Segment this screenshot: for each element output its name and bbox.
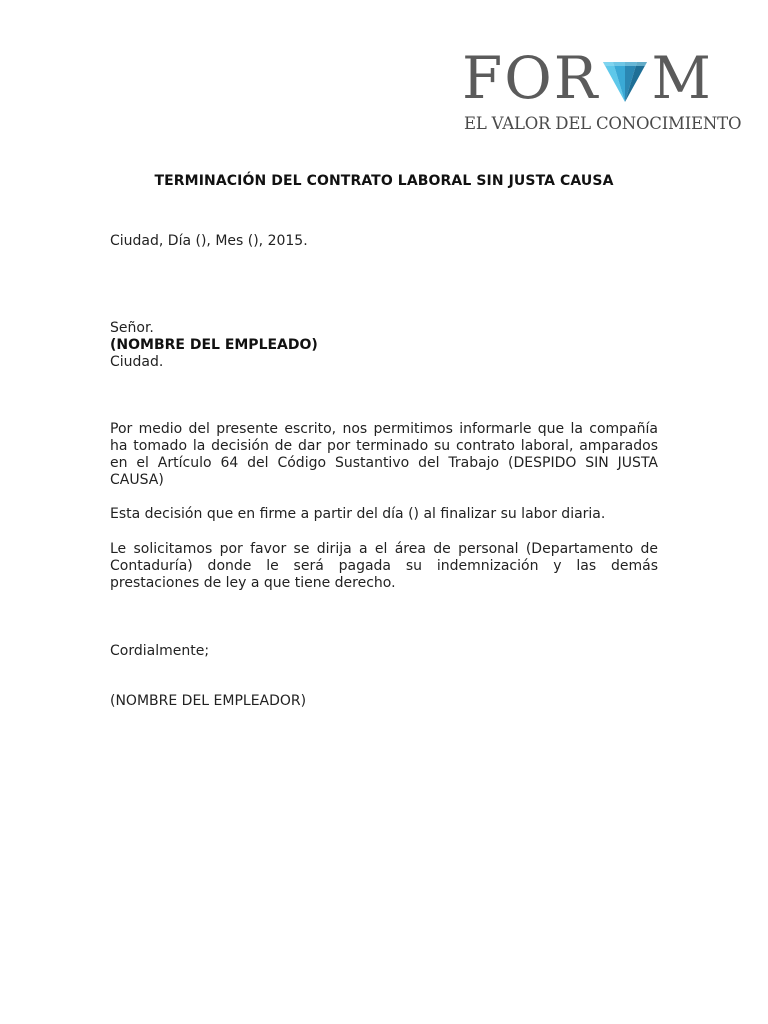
- logo-v-diamond-icon: [601, 56, 649, 106]
- date-line: Ciudad, Día (), Mes (), 2015.: [110, 233, 308, 249]
- closing: Cordialmente;: [110, 643, 210, 659]
- forum-logo: [462, 44, 742, 136]
- paragraph-effective-date: Esta decisión que en firme a partir del día () al finalizar su labor diaria.: [110, 506, 606, 522]
- recipient-city: Ciudad.: [110, 354, 164, 370]
- paragraph-notice: Por medio del presente escrito, nos permitimos informarle que la compañía ha tomado la decisión de dar por terminado su contrato laboral, amparados en el Artículo 64 del Código Sustantivo del Trabajo (DESPIDO SIN JUSTA CAUSA): [110, 421, 658, 488]
- recipient-salutation: Señor.: [110, 320, 154, 336]
- recipient-block: [110, 320, 658, 371]
- logo-tagline: EL VALOR DEL CONOCIMIENTO: [464, 114, 742, 133]
- signature: (NOMBRE DEL EMPLEADOR): [110, 693, 307, 709]
- logo-wordmark: [462, 44, 713, 112]
- logo-word-left: FOR: [462, 44, 600, 112]
- paragraph-instructions: Le solicitamos por favor se dirija a el área de personal (Departamento de Contaduría) donde le será pagada su indemnización y las demás prestaciones de ley a que tiene derecho.: [110, 541, 658, 591]
- letter-title: TERMINACIÓN DEL CONTRATO LABORAL SIN JUSTA CAUSA: [154, 173, 614, 189]
- logo-word-right: M: [651, 44, 713, 112]
- recipient-name: (NOMBRE DEL EMPLEADO): [110, 337, 318, 353]
